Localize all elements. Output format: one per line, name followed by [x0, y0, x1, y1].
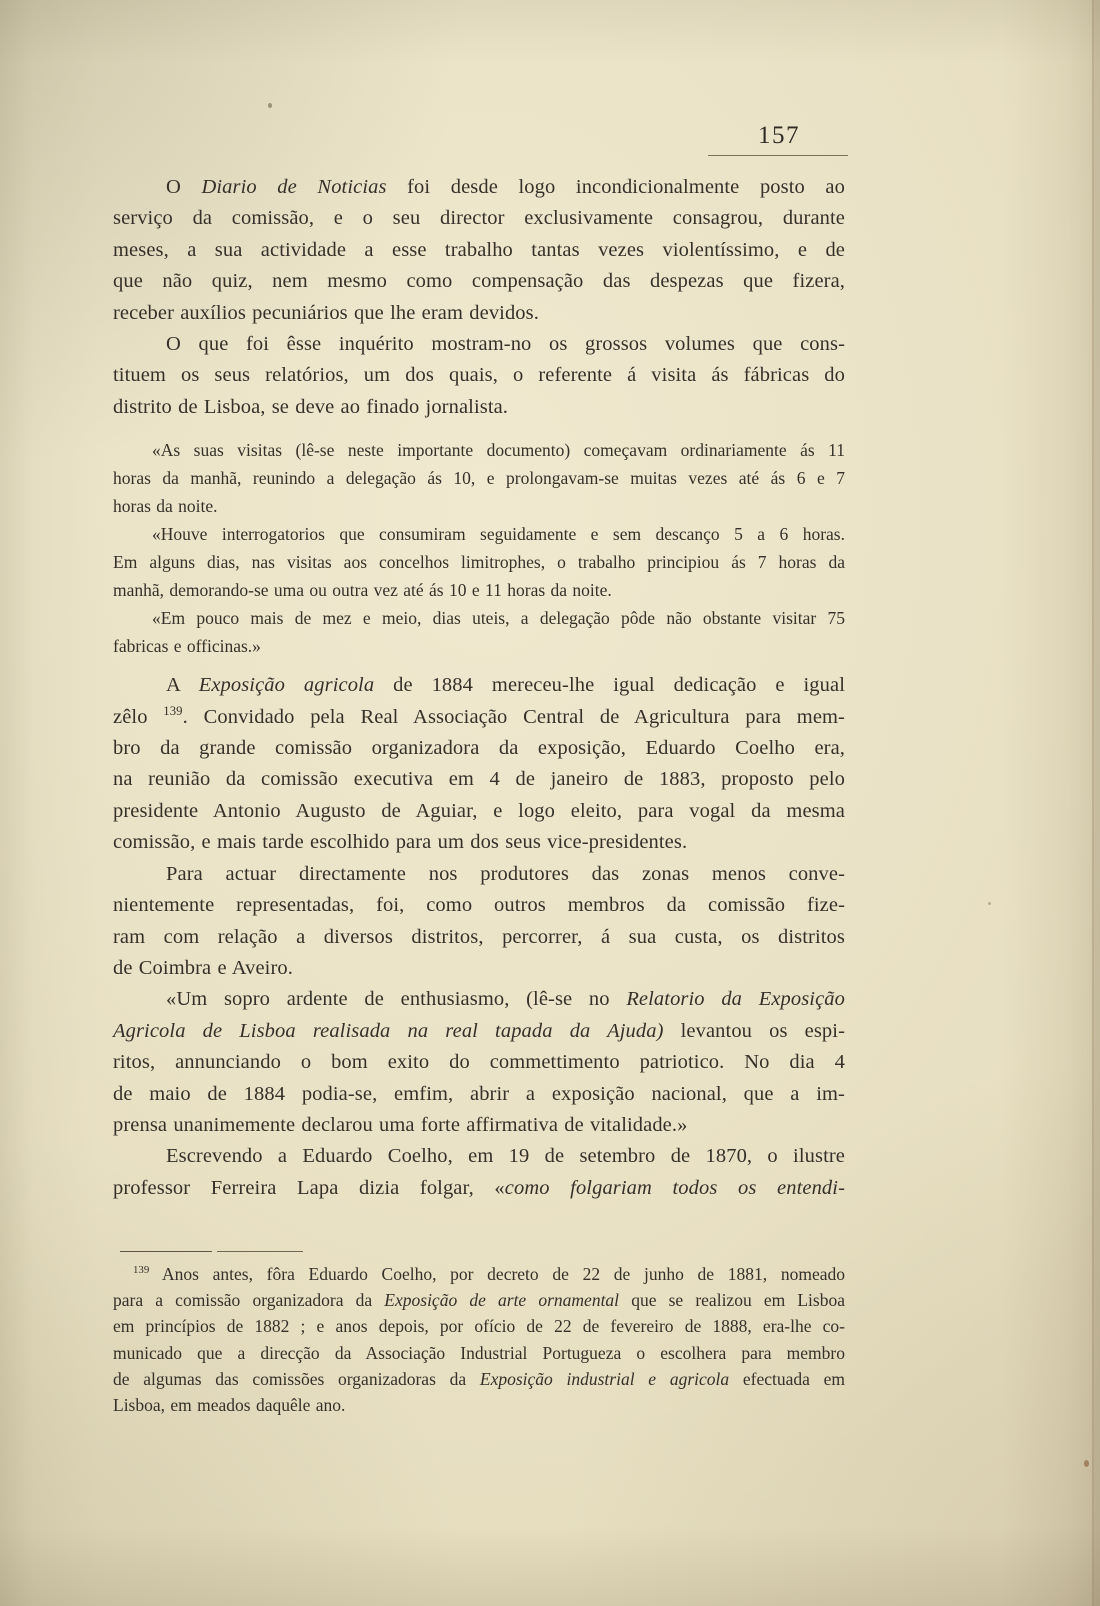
- text-segment: «Um sopro ardente de enthusiasmo, (lê-se no: [166, 988, 627, 1011]
- text-line: [113, 329, 845, 360]
- text-segment: «Houve interrogatorios que consumiram seguidamente e sem descanço 5 a 6 horas.: [152, 524, 845, 545]
- body-paragraph: [113, 670, 845, 858]
- body-paragraph: [113, 984, 845, 1141]
- text-segment: professor Ferreira Lapa dizia folgar, «: [113, 1176, 505, 1199]
- text-segment: receber auxílios pecuniários que lhe eram devidos.: [113, 301, 539, 324]
- text-segment: municado que a direcção da Associação Industrial Portugueza o escolhera para membro: [113, 1342, 845, 1363]
- text-line: [113, 172, 845, 203]
- text-segment: prensa unanimemente declarou uma forte affirmativa de vitalidade.»: [113, 1113, 688, 1136]
- text-line: [113, 1261, 845, 1287]
- text-segment: de Coimbra e Aveiro.: [113, 956, 293, 979]
- text-segment: Exposição agricola: [198, 674, 375, 697]
- quote-paragraph: [113, 436, 845, 520]
- text-line: [113, 203, 845, 234]
- text-segment: de algumas das comissões organizadoras da: [113, 1368, 480, 1389]
- text-line: [113, 1392, 845, 1418]
- text-segment: presidente Antonio Augusto de Aguiar, e logo eleito, para vogal da mesma: [113, 799, 845, 822]
- text-segment: O que foi êsse inquérito mostram-no os grossos volumes que cons-: [166, 333, 845, 356]
- text-segment: Para actuar directamente nos produtores das zonas menos conve-: [166, 862, 845, 885]
- text-segment: Escrevendo a Eduardo Coelho, em 19 de setembro de 1870, o ilustre: [166, 1145, 845, 1168]
- text-line: [113, 360, 845, 391]
- text-segment: Lisboa, em meados daquêle ano.: [113, 1395, 346, 1416]
- text-line: [113, 632, 845, 660]
- text-segment: manhã, demorando-se uma ou outra vez até ás 10 e 11 horas da noite.: [113, 580, 612, 601]
- text-line: [113, 1110, 845, 1141]
- body-paragraph: [113, 172, 845, 329]
- text-line: [113, 604, 845, 632]
- paper-speck: [268, 103, 272, 108]
- text-line: [113, 464, 845, 492]
- body-paragraph: [113, 1141, 845, 1204]
- text-segment: Relatorio da Exposição: [626, 988, 845, 1011]
- quote-paragraph: [113, 520, 845, 604]
- text-segment: Exposição industrial e agricola: [479, 1368, 730, 1389]
- text-segment: distrito de Lisboa, se deve ao finado jornalista.: [113, 395, 509, 418]
- text-line: [113, 576, 845, 604]
- text-line: [113, 953, 845, 984]
- text-line: [113, 1079, 845, 1110]
- paper-speck: [988, 902, 991, 905]
- text-line: [113, 922, 845, 953]
- text-segment: ram com relação a diversos distritos, percorrer, á sua custa, os distritos: [113, 925, 845, 948]
- text-segment: «Em pouco mais de mez e meio, dias uteis, a delegação pôde não obstante visitar 75: [152, 608, 845, 629]
- text-line: [113, 266, 845, 297]
- text-segment: horas da noite.: [113, 496, 218, 517]
- text-segment: zêlo: [113, 705, 164, 728]
- text-line: [113, 1016, 845, 1047]
- footnote-paragraph: [113, 1261, 845, 1418]
- text-line: [113, 1141, 845, 1172]
- text-line: [113, 1287, 845, 1313]
- text-segment: que não quiz, nem mesmo como compensação das despezas que fizera,: [113, 270, 845, 293]
- text-line: [113, 1047, 845, 1078]
- text-segment: Em alguns dias, nas visitas aos concelhos limitrophes, o trabalho principiou ás 7 horas da: [113, 552, 845, 573]
- text-segment: que se realizou em Lisboa: [619, 1290, 845, 1311]
- text-line: [113, 1366, 845, 1392]
- text-segment: Exposição de arte ornamental: [384, 1290, 620, 1311]
- text-segment: «As suas visitas (lê-se neste importante documento) começavam ordinariamente ás 11: [152, 440, 845, 461]
- text-line: [113, 984, 845, 1015]
- text-segment: Diario de Noticias: [201, 176, 387, 198]
- footnote-reference: 139: [133, 1264, 150, 1277]
- footnote-column: [113, 1261, 845, 1418]
- footnote-separator: [217, 1251, 303, 1252]
- body-paragraph: [113, 859, 845, 985]
- text-line: [113, 764, 845, 795]
- text-segment: O: [166, 176, 202, 198]
- text-segment: comissão, e mais tarde escolhido para um dos seus vice-presidentes.: [113, 831, 688, 854]
- text-line: [113, 392, 845, 423]
- text-segment: nientemente representadas, foi, como outros membros da comissão fize-: [113, 894, 845, 917]
- text-line: [113, 1313, 845, 1339]
- text-line: [113, 670, 845, 701]
- text-line: [113, 235, 845, 266]
- page-number-rule: [708, 155, 848, 156]
- text-line: [113, 733, 845, 764]
- text-segment: foi desde logo incondicionalmente posto ao: [386, 176, 845, 198]
- footnote-separator: [120, 1251, 212, 1252]
- text-segment: de maio de 1884 podia-se, emfim, abrir a exposição nacional, que a im-: [113, 1082, 845, 1105]
- text-segment: . Convidado pela Real Associação Central de Agricultura para mem-: [182, 705, 845, 728]
- text-segment: na reunião da comissão executiva em 4 de janeiro de 1883, proposto pelo: [113, 768, 845, 791]
- text-line: [113, 890, 845, 921]
- text-segment: ritos, annunciando o bom exito do commettimento patriotico. No dia 4: [113, 1051, 845, 1074]
- text-segment: efectuada em: [729, 1368, 846, 1389]
- text-segment: serviço da comissão, e o seu director exclusivamente consagrou, durante: [113, 207, 845, 230]
- text-segment: horas da manhã, reunindo a delegação ás 10, e prolongavam-se muitas vezes até ás 6 e 7: [113, 468, 845, 489]
- page-number: 157: [758, 122, 800, 149]
- paper-speck: [1084, 1460, 1089, 1467]
- text-segment: de 1884 mereceu-lhe igual dedicação e igual: [374, 674, 845, 697]
- text-line: [113, 548, 845, 576]
- text-line: [113, 702, 845, 733]
- main-text-column: [113, 172, 845, 1204]
- text-segment: Anos antes, fôra Eduardo Coelho, por decreto de 22 de junho de 1881, nomeado: [149, 1264, 845, 1284]
- text-line: [113, 492, 845, 520]
- text-line: [113, 1340, 845, 1366]
- text-segment: A: [166, 674, 199, 697]
- text-segment: em princípios de 1882 ; e anos depois, por ofício de 22 de fevereiro de 1888, era-lhe co-: [113, 1316, 845, 1337]
- page-edge-shadow: [1094, 0, 1100, 1606]
- text-line: [113, 1173, 845, 1204]
- text-segment: fabricas e officinas.»: [113, 636, 261, 657]
- text-segment: para a comissão organizadora da: [113, 1290, 385, 1311]
- text-line: [113, 827, 845, 858]
- text-line: [113, 436, 845, 464]
- text-segment: levantou os espi-: [663, 1019, 845, 1042]
- text-segment: Agricola de Lisboa realisada na real tapada da Ajuda): [113, 1019, 664, 1042]
- text-line: [113, 859, 845, 890]
- body-paragraph: [113, 329, 845, 423]
- text-segment: tituem os seus relatórios, um dos quais, o referente á visita ás fábricas do: [113, 364, 845, 387]
- text-segment: como folgariam todos os entendi-: [504, 1176, 845, 1199]
- text-line: [113, 520, 845, 548]
- quote-paragraph: [113, 604, 845, 660]
- footnote-reference: 139: [163, 703, 183, 718]
- page-edge-line: [1092, 0, 1094, 1606]
- text-segment: bro da grande comissão organizadora da exposição, Eduardo Coelho era,: [113, 737, 845, 760]
- text-line: [113, 796, 845, 827]
- text-line: [113, 298, 845, 329]
- text-segment: meses, a sua actividade a esse trabalho tantas vezes violentíssimo, e de: [113, 238, 845, 261]
